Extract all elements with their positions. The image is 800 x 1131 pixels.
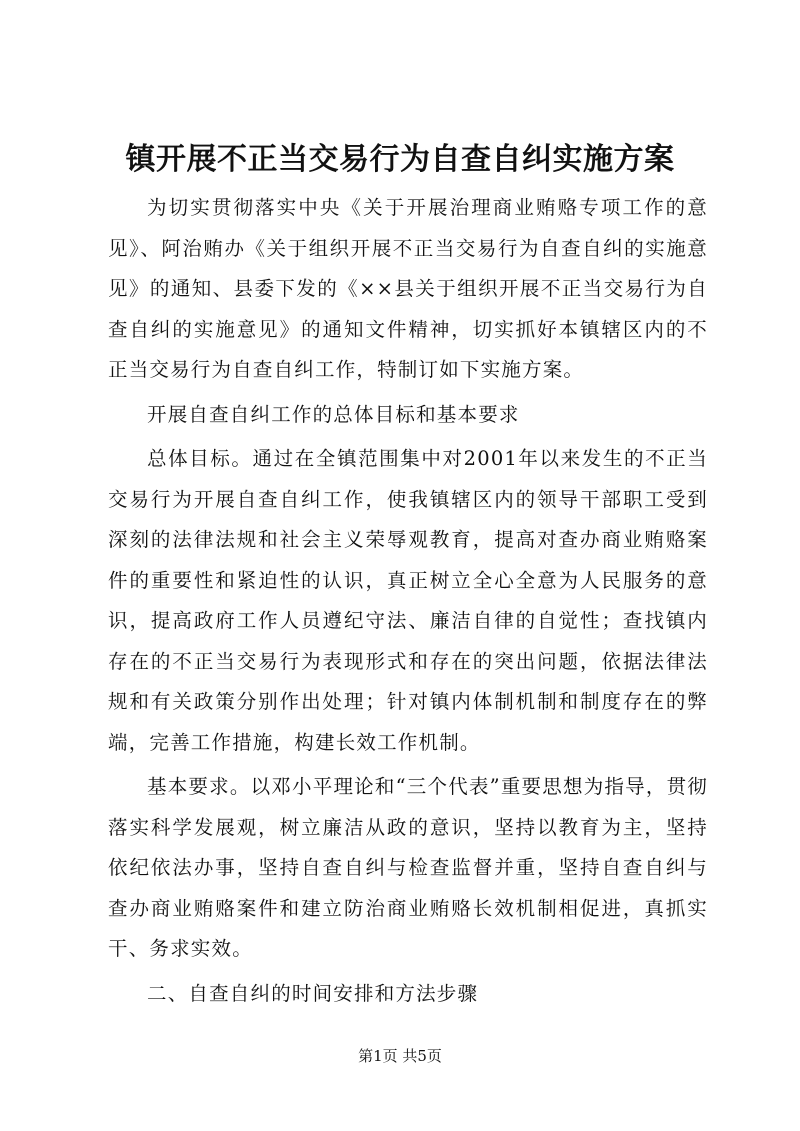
paragraph-section-two-heading: 二、自查自纠的时间安排和方法步骤 bbox=[147, 981, 479, 1005]
paragraph-section-heading: 开展自查自纠工作的总体目标和基本要求 bbox=[147, 402, 520, 426]
paragraph-basic-requirements: 基本要求。以邓小平理论和“三个代表”重要思想为指导，贯彻落实科学发展观，树立廉洁从政的意识，坚持以教育为主，坚持依纪依法办事，坚持自查自纠与检查监督并重，坚持自查自纠与查办商业贿赂案件和建立防治商业贿赂长效机制相促进，真抓实干、务求实效。 bbox=[108, 775, 708, 960]
document-body bbox=[108, 188, 708, 1018]
paragraph-overall-goal: 总体目标。通过在全镇范围集中对2001年以来发生的不正当交易行为开展自查自纠工作，使我镇辖区内的领导干部职工受到深刻的法律法规和社会主义荣辱观教育，提高对查办商业贿赂案件的重要性和紧迫性的认识，真正树立全心全意为人民服务的意识，提高政府工作人员遵纪守法、廉洁自律的自觉性；查找镇内存在的不正当交易行为表现形式和存在的突出问题，依据法律法规和有关政策分别作出处理；针对镇内体制机制和制度存在的弊端，完善工作措施，构建长效工作机制。 bbox=[108, 447, 708, 754]
page-footer: 第1页 共5页 bbox=[358, 1047, 442, 1065]
paragraph-intro: 为切实贯彻落实中央《关于开展治理商业贿赂专项工作的意见》、阿治贿办《关于组织开展不正当交易行为自查自纠的实施意见》的通知、县委下发的《××县关于组织开展不正当交易行为自查自纠的实施意见》的通知文件精神，切实抓好本镇辖区内的不正当交易行为自查自纠工作，特制订如下实施方案。 bbox=[108, 196, 708, 381]
document-title: 镇开展不正当交易行为自查自纠实施方案 bbox=[125, 142, 675, 177]
